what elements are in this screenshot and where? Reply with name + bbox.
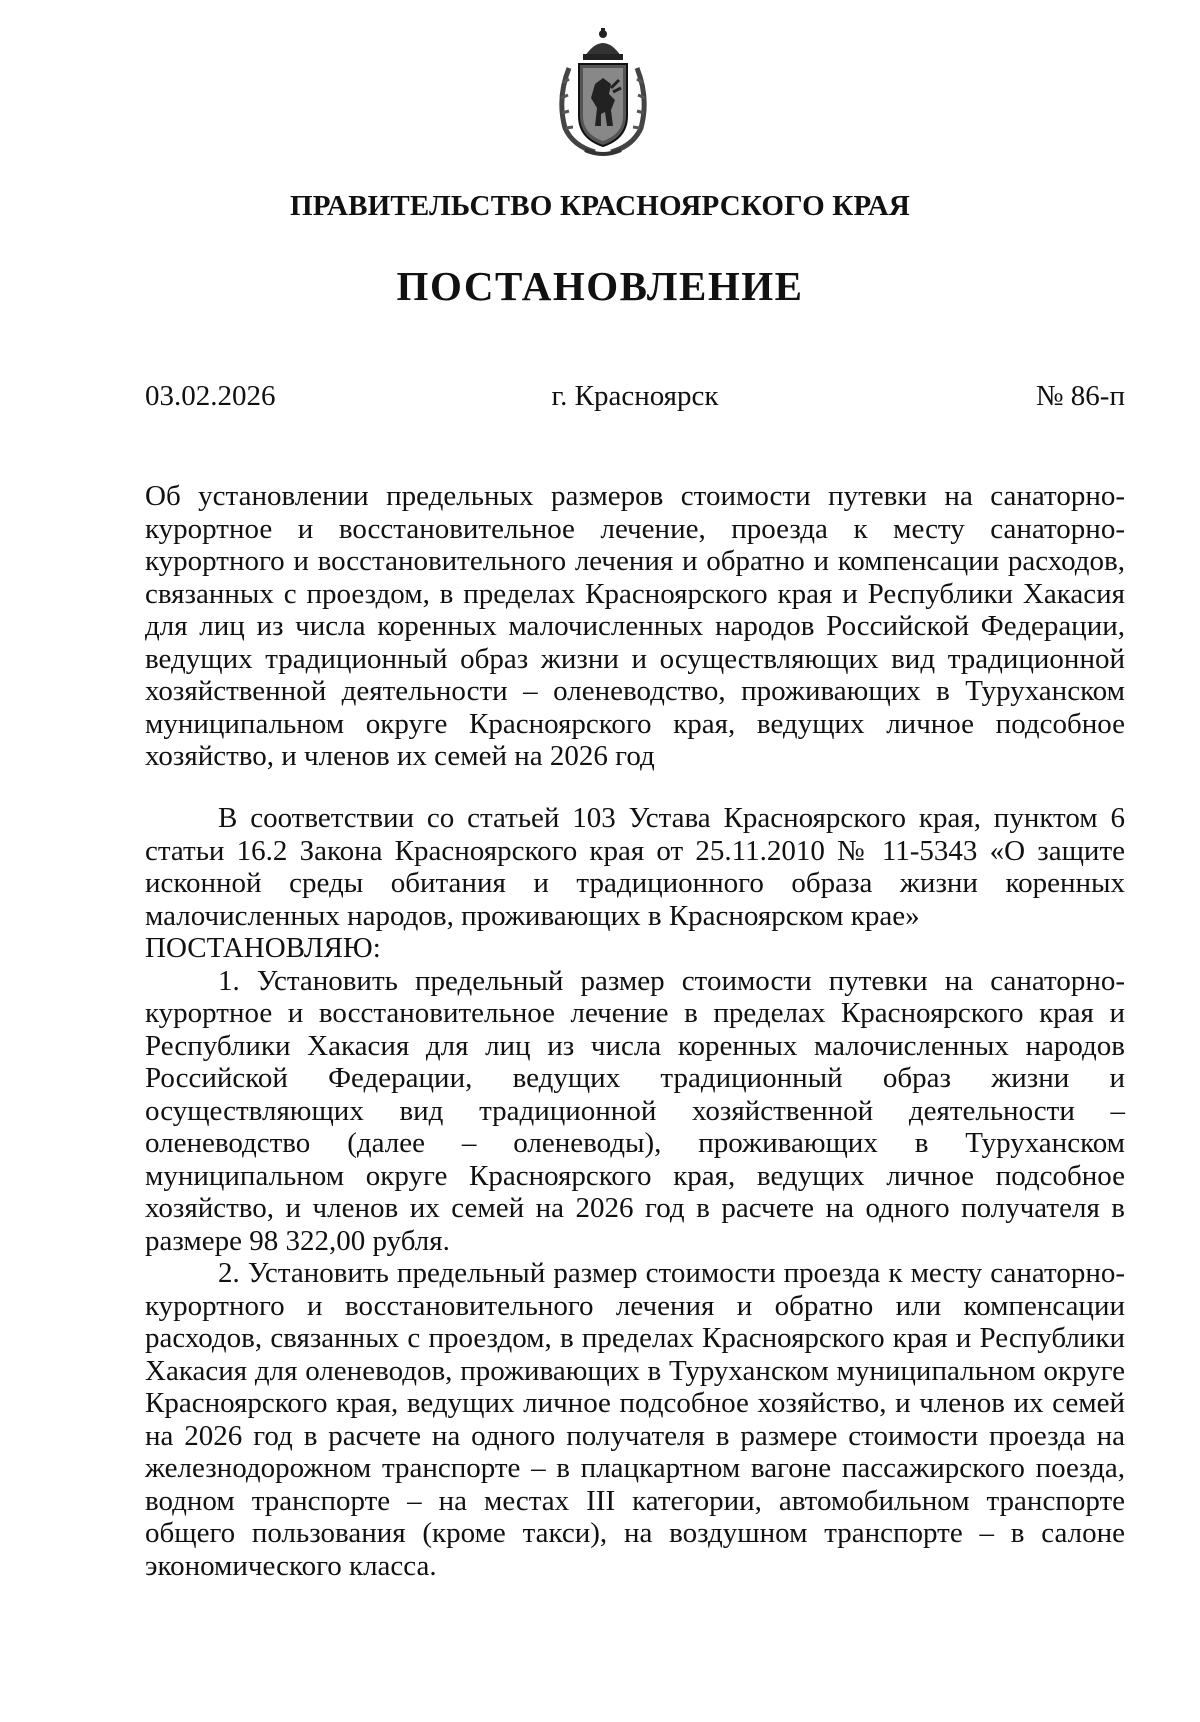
item-paragraph-1: 1. Установить предельный размер стоимости путевки на санаторно-курортное и восстановительное лечение в пределах Красноярского края и Республики Хакасия для лиц из числа коренных малочисленных народов Российской Федерации, ведущих традиционный образ жизни и осуществляющих вид традиционной хозяйственной деятельности – оленеводство (далее – оленеводы), проживающих в Туруханском муниципальном округе Красноярского края, ведущих личное подсобное хозяйство, и членов их семей на 2026 год в расчете на одного получателя в размере 98 322,00 рубля.: [145, 964, 1125, 1257]
document-body: [145, 802, 1125, 1582]
organization-title: ПРАВИТЕЛЬСТВО КРАСНОЯРСКОГО КРАЯ: [289, 190, 911, 222]
item-paragraph-2: 2. Установить предельный размер стоимости проезда к месту санаторно-курортного и восстановительного лечения и обратно или компенсации расходов, связанных с проездом, в пределах Красноярского края и Республики Хакасия для оленеводов, проживающих в Туруханском муниципальном округе Красноярского края, ведущих личное подсобное хозяйство, и членов их семей на 2026 год в расчете на одного получателя в размере стоимости проезда на железнодорожном транспорте – в плацкартном вагоне пассажирского поезда, водном транспорте – на местах III категории, автомобильном транспорте общего пользования (кроме такси), на воздушном транспорте – в салоне экономического класса.: [145, 1257, 1125, 1582]
document-meta-row: [145, 380, 1125, 416]
document-date: 03.02.2026: [145, 380, 276, 412]
document-city: г. Красноярск: [551, 380, 719, 412]
preamble-paragraph: В соответствии со статьей 103 Устава Красноярского края, пунктом 6 статьи 16.2 Закона Красноярского края от 25.11.2010 № 11-5343 «О защите исконной среды обитания и традиционного образа жизни коренных малочисленных народов, проживающих в Красноярском крае»: [145, 802, 1125, 932]
krasnoyarsk-coat-of-arms-icon: [555, 28, 651, 160]
document-number: № 86-п: [1035, 380, 1125, 412]
decree-word: ПОСТАНОВЛЯЮ:: [145, 932, 381, 964]
document-subject: Об установлении предельных размеров стоимости путевки на санаторно-курортное и восстановительное лечение, проезда к месту санаторно-курортного и восстановительного лечения и обратно и компенсации расходов, связанных с проездом, в пределах Красноярского края и Республики Хакасия для лиц из числа коренных малочисленных народов Российской Федерации, ведущих традиционный образ жизни и осуществляющих вид традиционной хозяйственной деятельности – оленеводство, проживающих в Туруханском муниципальном округе Красноярского края, ведущих личное подсобное хозяйство, и членов их семей на 2026 год: [145, 480, 1125, 772]
document-type-title: ПОСТАНОВЛЕНИЕ: [396, 263, 804, 309]
